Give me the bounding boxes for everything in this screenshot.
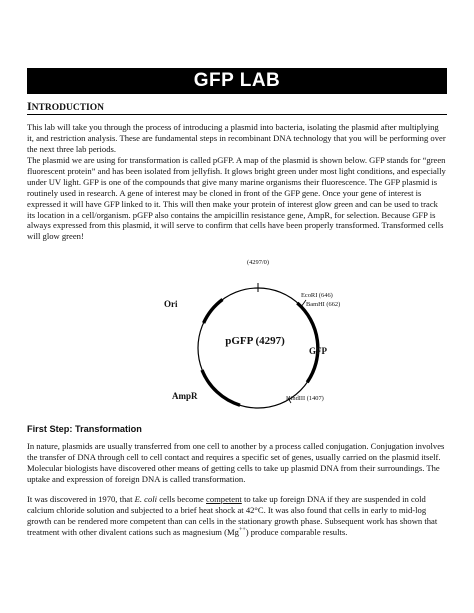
competent-term: competent — [206, 494, 242, 504]
ori-segment — [204, 300, 223, 324]
ampr-label: AmpR — [172, 391, 198, 401]
introduction-heading — [27, 100, 447, 114]
charge-superscript: ++ — [238, 526, 246, 533]
p2-text-a: It was discovered in 1970, that — [27, 494, 135, 504]
p2-text-d: ) produce comparable results. — [245, 526, 348, 537]
intro-paragraph-2: The plasmid we are using for transformation is called pGFP. A map of the plasmid is shown below. GFP stands for “green fluorescent protein” and has been isolated from jellyfish. It glows bright green under most light conditions, and especially under UV light. GFP is one of the compounds that give many marine organisms their fluorescence. The GFP plasmid is routinely used in research. A gene of interest may be cloned in front of the GFP gene. Once your gene of interest is expressed it will have GFP linked to it. This will then make your protein of interest glow green and can be used to track its location in a cell/organism. pGFP also contains the ampicillin resistance gene, AmpR, for selection. Because GFP is always expressed from this plasmid, it will serve to confirm that cells have been properly transformed. Transformed cells will glow green! — [27, 155, 446, 242]
ori-label: Ori — [164, 299, 178, 309]
ecoli-term: E. coli — [134, 494, 158, 504]
ecori-label: EcoRI (646) — [301, 292, 333, 299]
gfp-label: GFP — [309, 346, 327, 356]
hindiii-label: HindIII (1407) — [286, 395, 324, 402]
plasmid-name: pGFP (4297) — [225, 335, 285, 347]
ampr-segment — [202, 370, 240, 405]
origin-label: (4297/0) — [246, 259, 270, 266]
p2-text-b: cells become — [157, 494, 206, 504]
intro-paragraph-1: This lab will take you through the process of introducing a plasmid into bacteria, isolating the plasmid after multiplying it, and restriction analysis. These are fundamental steps in recombinant DNA technology that you will be performing over the next three lab periods. — [27, 122, 446, 154]
bamhi-label: BamHI (662) — [306, 301, 341, 308]
transformation-paragraph-1: In nature, plasmids are usually transferred from one cell to another by a process called conjugation. Conjugation involves the transfer of DNA through cell to cell contact and requires a specific set of genes, usually carried on the plasmid itself. Molecular biologists have discovered other means of getting cells to take up plasmid DNA from their surroundings. The uptake and expression of foreign DNA is called transformation. — [27, 441, 445, 484]
gfp-segment — [297, 303, 318, 382]
document-title: GFP LAB — [27, 68, 447, 94]
introduction-heading-rest: NTRODUCTION — [31, 103, 104, 113]
first-step-heading: First Step: Transformation — [27, 424, 142, 434]
introduction-heading-initial: I — [27, 99, 32, 113]
heading-rule — [27, 114, 447, 115]
transformation-paragraph-2 — [27, 494, 447, 538]
p2-text-c: to take up foreign DNA if they are suspended in cold calcium chloride solution and subjected to a brief heat shock at 42°C. It was also found that cells in early to mid-log growth can be rendered more competent than can cells in the stationary growth phase. Subsequent work has shown that treatment with other divalent cations such as magnesium (Mg — [27, 494, 438, 537]
plasmid-map-diagram — [150, 252, 360, 417]
